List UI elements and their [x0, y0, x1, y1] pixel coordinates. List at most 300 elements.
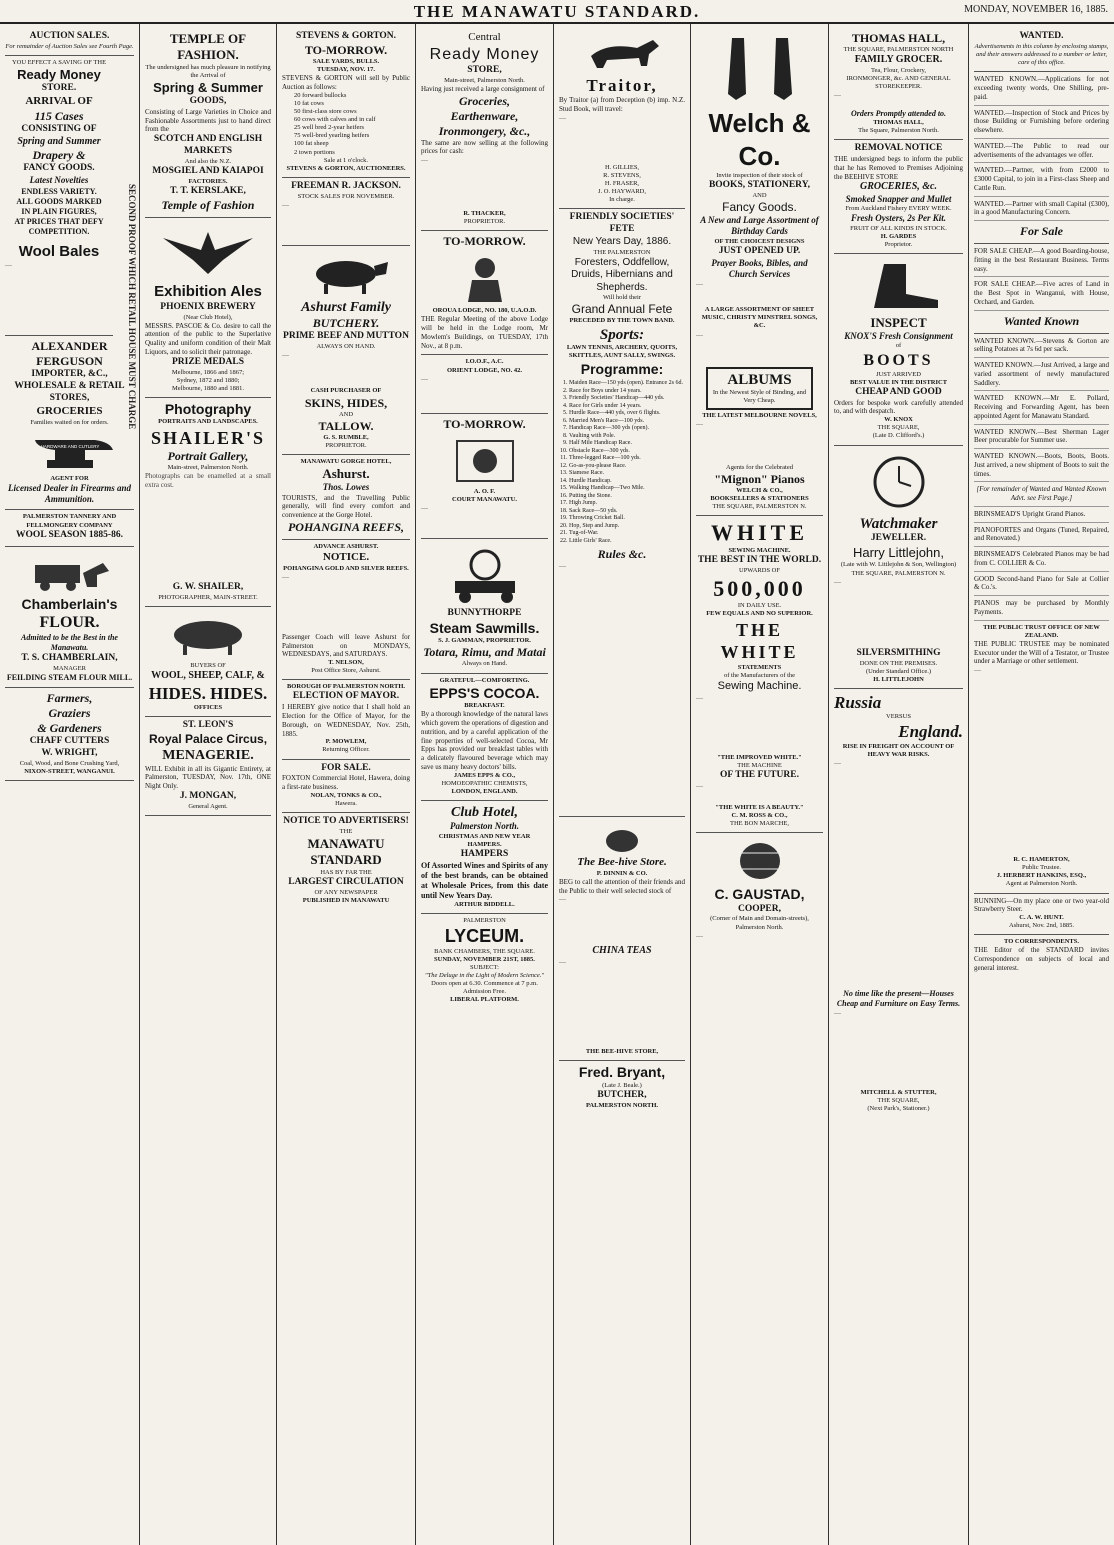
druid-icon — [450, 252, 520, 304]
furniture: No time like the present—Houses Cheap and Furniture on Easy Terms. — [836, 988, 961, 1008]
auction-heading: AUCTION SALES. — [29, 31, 110, 41]
oroua-ad — [421, 231, 548, 355]
largest: LARGEST CIRCULATION — [288, 876, 404, 887]
auctioneers: STEVENS & GORTON, AUCTIONEERS. — [286, 164, 406, 172]
newyears: New Years Day, 1886. — [572, 236, 672, 248]
column-5 — [554, 24, 691, 1545]
columns — [0, 24, 1114, 1545]
gaustad: C. GAUSTAD, — [714, 886, 805, 902]
white-sewing: Sewing Machine. — [717, 679, 802, 692]
stevens: R. STEVENS, — [603, 171, 641, 179]
column-8 — [969, 24, 1114, 1545]
china: CHINA TEAS — [592, 945, 652, 957]
for-sale: FOR SALE. — [321, 762, 371, 773]
column-4 — [416, 24, 554, 1545]
club: Club Hotel, — [451, 804, 518, 820]
always: Always on Hand. — [461, 660, 508, 668]
list-item: WANTED KNOWN.—Applications for not exceeding twenty words, One Shilling, pre-paid. — [974, 72, 1109, 105]
palmerston2: PALMERSTON — [463, 916, 506, 924]
groceries: GROCERIES, &c. — [860, 181, 937, 193]
beehive-icon — [597, 823, 647, 853]
sydney: Sydney, 1872 and 1880; — [176, 376, 240, 384]
club-hotel-ad — [421, 801, 548, 914]
list-item: 3. Friendly Societies' Handicap—440 yds. — [569, 395, 685, 403]
draper-ad: YOU EFFECT A SAVING OF THE Ready Money STORE. ARRIVAL OF 115 Cases CONSISTING OF Spring and Summer Drapery & FANCY GOODS. Latest Novelties ENDLESS VARIETY. ALL GOODS MARKED IN PLAIN FIGURES, AT PRICES THAT DEFY COMPETITION. Wool Bales — — [5, 56, 113, 336]
also: And also the N.Z. — [184, 157, 232, 165]
spring: Spring and Summer — [17, 135, 101, 147]
column-7 — [829, 24, 969, 1545]
saving: YOU EFFECT A SAVING OF THE — [11, 59, 107, 66]
court-ad: TO-MORROW. A. O. F. COURT MANAWATU. — — [421, 414, 548, 539]
subject: SUBJECT: — [470, 963, 499, 971]
list-item: WANTED.—Partner with small Capital (£300), in a good Manufacturing Concern. — [974, 197, 1109, 222]
will: Will hold their — [602, 294, 641, 302]
notice-adv: NOTICE TO ADVERTISERS! — [283, 816, 409, 827]
always: ALWAYS ON HAND. — [316, 343, 376, 351]
fred: Fred. Bryant, — [578, 1064, 666, 1080]
published: PUBLISHED IN MANAWATU — [302, 896, 390, 904]
list-item: 2 town portions — [294, 148, 335, 156]
grateful: GRATEFUL—COMFORTING. — [439, 676, 530, 684]
correspondents: TO CORRESPONDENTS. — [1003, 938, 1079, 946]
knox: KNOX'S Fresh Consignment — [844, 331, 953, 342]
mill: FEILDING STEAM FLOUR MILL. — [6, 673, 133, 682]
tea: Tea, Flour, Crockery, — [871, 66, 926, 74]
tomorrow: TO-MORROW. — [443, 234, 526, 249]
tomorrow2: TO-MORROW. — [443, 416, 526, 431]
by: By Traitor (a) from Deception (b) imp. N.Z. Stud Book, will travel: — [559, 96, 685, 113]
shailer: SHAILER'S — [150, 427, 266, 448]
auction-ad — [5, 28, 134, 56]
list-item: 14. Hurdle Handicap. — [569, 478, 685, 486]
bank: BANK CHAMBERS, THE SQUARE. — [434, 947, 535, 955]
for-sale-heading — [974, 221, 1109, 244]
epps-body: By a thorough knowledge of the natural laws which govern the operations of digestion and nutrition, and by a careful application of the fine properties of well-selected Cocoa, Mr Epps has provided our breakfast tables with a delicately flavoured beverage which may save us many heavy doctors' bills. — [421, 710, 548, 771]
white-machine-ad: WHITE SEWING MACHINE. THE BEST IN THE WORLD. UPWARDS OF 500,000 IN DAILY USE. FEW EQUALS AND NO SUPERIOR. THE WHITE STATEMENTS of the Manufacturers of the Sewing Machine. — "THE IMPROVED WHITE." THE MACHINE OF THE FUTURE. — "THE WHITE IS A BEAUTY." C. M. ROSS & CO., THE BON MARCHE, — [696, 516, 823, 833]
cheap: CHEAP AND GOOD — [855, 386, 942, 397]
arrived: JUST ARRIVED — [876, 370, 921, 378]
list-item: BRINSMEAD'S Celebrated Pianos may be had from C. COLLIER & Co. — [974, 547, 1109, 572]
ready: Ready Money — [429, 45, 540, 63]
inspect: INSPECT — [870, 314, 927, 330]
royal: Royal Palace Circus, — [148, 732, 268, 746]
column-6 — [691, 24, 829, 1545]
nolan: NOLAN, TONKS & CO., — [310, 791, 382, 799]
newspaper-title: THE MANAWATU STANDARD. — [413, 2, 701, 21]
beehive2: THE BEE-HIVE STORE, — [585, 1047, 659, 1055]
bull-icon — [296, 252, 396, 296]
list-item: PIANOS may be purchased by Monthly Payments. — [974, 596, 1109, 621]
returning: Returning Officer. — [322, 746, 370, 754]
boot-icon — [854, 260, 944, 312]
list-item: 18. Sack Race—50 yds. — [569, 508, 685, 516]
london: LONDON, ENGLAND. — [451, 787, 518, 795]
vertical-banner-text: SECOND PROOF WHICH RETAIL HOUSE MUST CHARGE — [127, 184, 137, 430]
stevens-ad — [282, 28, 410, 178]
list-item: FOR SALE CHEAP.—Five acres of Land in the Best Spot in Wanganui, with House, Orchard, and Garden. — [974, 277, 1109, 310]
beauty: "THE WHITE IS A BEAUTY." — [715, 803, 804, 811]
of: of — [895, 342, 902, 350]
manufacturers: of the Manufacturers of the — [723, 671, 796, 679]
scotch: SCOTCH AND ENGLISH MARKETS — [153, 134, 263, 156]
endless: ENDLESS VARIETY. — [21, 186, 97, 196]
friendly: FRIENDLY SOCIETIES' FETE — [569, 212, 675, 235]
column-3 — [277, 24, 416, 1545]
epps: EPPS'S COCOA. — [429, 684, 540, 701]
list-item: 10 fat cows — [294, 99, 324, 107]
buyers: BUYERS OF — [190, 662, 226, 670]
rumble: G. S. RUMBLE, — [323, 433, 369, 441]
rise: RISE IN FREIGHT ON ACCOUNT OF HEAVY WAR RISKS. — [842, 742, 955, 758]
trust-office-ad: THE PUBLIC TRUST OFFICE OF NEW ZEALAND. THE PUBLIC TRUSTEE may be nominated Executor under the Will of a Testator, or Trustee under a Marriage or other settlement. — R. C. HAMERTON, Public Trustee. J. HERBERT HANKINS, ESQ., Agent at Palmerston North. — [974, 621, 1109, 894]
num: 500,000 — [713, 575, 806, 601]
ashurst2: Ashurst. — [322, 466, 370, 481]
election: ELECTION OF MAYOR. — [292, 691, 400, 702]
election-ad — [282, 680, 410, 759]
harry2: H. LITTLEJOHN — [873, 675, 924, 683]
general-agent: General Agent. — [188, 802, 228, 810]
biddell: ARTHUR BIDDELL. — [454, 900, 515, 908]
daily: IN DAILY USE. — [737, 602, 782, 610]
few: FEW EQUALS AND NO SUPERIOR. — [706, 610, 813, 618]
chamberlain: Chamberlain's — [21, 595, 118, 612]
ales-ad — [145, 218, 271, 398]
skins: SKINS, HIDES, — [304, 395, 388, 410]
gamman: S. J. GAMMAN, PROPRIETOR. — [438, 637, 531, 645]
james: JAMES EPPS & CO., — [453, 771, 516, 779]
statements: STATEMENTS — [737, 663, 782, 671]
proprietor: PROPRIETOR. — [325, 441, 367, 449]
invite: Invite inspection of their stock of — [716, 172, 803, 179]
smoked: Smoked Snapper and Mullet — [845, 193, 952, 204]
cooper: COOPER, — [737, 903, 781, 914]
arrival: ARRIVAL OF — [25, 95, 93, 108]
wholesale: WHOLESALE & RETAIL — [14, 381, 125, 392]
running-ad — [974, 894, 1109, 936]
hereby: I HEREBY give notice that I shall hold an Election for the Office of Mayor, for the Borough, on WEDNESDAY, Nov. 25th, 1885. — [282, 703, 410, 738]
knox2: W. KNOX — [884, 416, 913, 424]
proprietor: Proprietor. — [884, 240, 913, 248]
list-item: WANTED.—Partner, with from £2000 to £3000 Capital, to join in a First-class Sheep and Cattle Run. — [974, 163, 1109, 196]
anvil-icon — [25, 430, 115, 472]
prize: PRIZE MEDALS — [171, 356, 245, 367]
beehive: The Bee-hive Store. — [577, 856, 667, 868]
exhibition-ales: Exhibition Ales — [154, 282, 262, 300]
ironmongery: Ironmongery, &c., — [438, 123, 531, 138]
lyceum-ad — [421, 914, 548, 1009]
albums: ALBUMS — [727, 371, 792, 388]
instructions: STEVENS & GORTON will sell by Public Auction as follows: — [282, 74, 410, 91]
spring-summer: Spring & Summer — [153, 79, 263, 95]
freeman: FREEMAN R. JACKSON. — [291, 180, 401, 191]
pohangina2: POHANGINA GOLD AND SILVER REEFS. — [283, 564, 409, 572]
orient-ad: I.O.O.F., A.C. ORIENT LODGE, NO. 42. — — [421, 355, 548, 413]
booksellers: BOOKSELLERS & STATIONERS — [710, 494, 809, 502]
list-item: 25 well bred 2-year heifers — [294, 124, 365, 132]
programme-list — [569, 380, 685, 545]
st-leons: ST. LEON'S — [182, 720, 234, 731]
gaustad-ad: C. GAUSTAD, COOPER, (Corner of Main and Domain-streets), Palmerston North. — — [696, 833, 823, 1056]
foxton: FOXTON Commercial Hotel, Hawera, doing a first-rate business. — [282, 774, 410, 792]
vertical-banner — [117, 184, 135, 724]
phoenix2: (Near Club Hotel), — [183, 313, 233, 321]
clock-icon — [859, 452, 939, 512]
christmas: CHRISTMAS AND NEW YEAR HAMPERS. — [438, 832, 531, 848]
bryant-ad — [559, 1061, 685, 1114]
butcher: BUTCHER, — [597, 1089, 647, 1100]
beg: BEG to call the attention of their friends and the Public to their well selected stock of — [559, 877, 685, 895]
list-item: 20. Hop, Step and Jump. — [569, 523, 685, 531]
thos: Thos. Lowes — [322, 482, 370, 493]
groceries: GROCERIES — [36, 404, 103, 417]
svg-text:HARDWARE AND CUTLERY: HARDWARE AND CUTLERY — [40, 443, 99, 449]
temple-ad — [145, 28, 271, 218]
portrait-gallery: Portrait Gallery, — [167, 449, 249, 463]
photography: Photography — [164, 400, 252, 417]
welch-ad: Welch & Co. Invite inspection of their stock of BOOKS, STATIONERY, AND Fancy Goods. A New and Large Assortment of Birthday Cards OF THE CHOICEST DESIGNS JUST OPENED UP. Prayer Books, Bibles, and Church Services — A LARGE ASSORTMENT OF SHEET MUSIC, CHRISTY MINSTREL SONGS, &C. — ALBUMS In the Newest Style of Binding, and Very Cheap. THE LATEST MELBOURNE NOVELS, — Agents for the Celebrated "Mignon" Pianos WELCH & CO., BOOKSELLERS & STATIONERS THE SQUARE, PALMERSTON N. — [696, 28, 823, 516]
bespoke: Orders for bespoke work carefully attended to, and with despatch. — [834, 398, 963, 416]
station: (Under Standard Office.) — [865, 667, 932, 675]
hayward: J. O. HAYWARD, — [598, 188, 646, 196]
opened: JUST OPENED UP. — [718, 245, 801, 256]
circus-ad — [145, 717, 271, 816]
central-store-ad: Central Ready Money STORE, Main-street, Palmerston North. Having just received a large consignment of Groceries, Earthenware, Ironmongery, &c., The same are now selling at the following prices for cash: — R. THACKER, PROPRIETOR. — [421, 28, 548, 231]
albums-box — [706, 367, 813, 410]
tallow: TALLOW. — [318, 418, 374, 433]
temple2: Temple of Fashion — [161, 197, 255, 212]
auckland: From Auckland Fishery EVERY WEEK. — [845, 205, 952, 213]
cash: CASH PURCHASER OF — [310, 387, 382, 395]
corner: (Corner of Main and Domain-streets), Palmerston North. — [710, 915, 809, 931]
wanted-section — [974, 28, 1109, 72]
wool-season: WOOL SEASON 1885-86. — [16, 529, 123, 540]
for-sale: For Sale — [1019, 224, 1063, 238]
list-item: 15. Walking Handicap—Two Mile. — [569, 485, 685, 493]
mongan: J. MONGAN, — [179, 790, 237, 801]
tourists: TOURISTS, and the Travelling Public generally, will find every comfort and convenience at the Gorge Hotel. — [282, 493, 410, 519]
hands-icon — [710, 34, 810, 104]
lyceum: LYCEUM. — [444, 926, 525, 946]
agent: Agent at Palmerston North. — [1005, 880, 1078, 888]
melbourne: Melbourne, 1866 and 1867; — [171, 368, 245, 376]
beehive-ad: The Bee-hive Store. P. DINNIN & CO. BEG to call the attention of their friends and the Public to their well selected stock of — CHINA TEAS — THE BEE-HIVE STORE, — [559, 817, 685, 1061]
wanted: WANTED. — [1019, 31, 1064, 41]
foresters: Foresters, Oddfellow, Druids, Hibernians and Shepherds. — [571, 256, 673, 293]
improved: "THE IMPROVED WHITE." — [717, 753, 802, 761]
list-item: 10. Obstacle Race—300 yds. — [569, 448, 685, 456]
nixon: NIXON-STREET, WANGANUI. — [24, 767, 115, 775]
post: Post Office Store, Ashurst. — [311, 667, 381, 675]
licensed: Licensed Dealer in Firearms and Ammunition. — [8, 482, 131, 505]
removal: REMOVAL NOTICE — [854, 143, 943, 154]
manager: MANAGER — [53, 664, 86, 672]
oysters: Fresh Oysters, 2s Per Kit. — [850, 213, 946, 224]
upwards: UPWARDS OF — [739, 566, 780, 574]
hall: THOMAS HALL, — [873, 119, 924, 126]
photographer: PHOTOGRAPHER, MAIN-STREET. — [158, 594, 258, 601]
tannery: PALMERSTON TANNERY AND FELLMONGERY COMPANY — [22, 513, 117, 529]
list-item: 4. Race for Girls under 14 years. — [569, 403, 685, 411]
littlejohn-ad: Watchmaker JEWELLER. Harry Littlejohn, (Late with W. Littlejohn & Son, Wellington) THE SQUARE, PALMERSTON N. — SILVERSMITHING DONE ON THE PREMISES. (Under Standard Office.) H. LITTLEJOHN — [834, 446, 963, 689]
barrel-icon — [720, 839, 800, 883]
farmers: Farmers, — [46, 691, 93, 705]
court: COURT MANAWATU. — [452, 495, 517, 503]
watchmaker: Watchmaker — [859, 515, 938, 532]
stock-sales: STOCK SALES FOR NOVEMBER. — [297, 192, 395, 200]
jeweller: JEWELLER. — [870, 533, 927, 544]
graziers: Graziers — [48, 706, 91, 720]
next: (Next Park's, Stationer.) — [867, 1105, 930, 1112]
list-item: 9. Half Mile Handicap Race. — [569, 440, 685, 448]
knox-square: THE SQUARE, — [877, 424, 920, 432]
mignon: "Mignon" Pianos — [714, 471, 805, 486]
thacker: R. THACKER, — [463, 210, 506, 217]
consisting: CONSISTING OF — [21, 124, 97, 134]
main: Main-street, Palmerston North. — [444, 76, 525, 84]
importer: IMPORTER, &C., — [31, 369, 108, 380]
flour-ad — [5, 547, 134, 689]
machine: THE MACHINE — [737, 761, 782, 769]
hunt: C. A. W. HUNT. — [1019, 914, 1064, 921]
charge: In charge. — [609, 196, 635, 204]
orient: ORIENT LODGE, NO. 42. — [446, 366, 522, 374]
tomorrow: TO-MORROW. — [304, 42, 388, 57]
list-item: 100 fat sheep — [294, 140, 329, 148]
thomas-hall-ad: THOMAS HALL, THE SQUARE, PALMERSTON NORTH FAMILY GROCER. Tea, Flour, Crockery, IRONMONGER, &c. AND GENERAL STOREKEEPER. — Orders Promptly attended to. THOMAS HALL, The Square, Palmerston North. — [834, 28, 963, 140]
auction-note: For remainder of Auction Sales see Fourth Page. — [5, 42, 134, 50]
chamberlain-name: T. S. CHAMBERLAIN, — [21, 653, 118, 663]
pohangina: POHANGINA REEFS, — [287, 519, 405, 534]
iogf: I.O.O.F., A.C. — [465, 358, 504, 366]
tannery-ad — [5, 510, 134, 546]
list-item: 1. Maiden Race—150 yds (open). Entrance 2s 6d. — [569, 380, 685, 388]
date: TUESDAY, NOV. 17. — [316, 66, 376, 73]
deluge: "The Deluge in the Light of Modern Science." — [424, 971, 545, 979]
list-item: WANTED KNOWN.—Stevens & Gorton are selling Potatoes at 7s 6d per sack. — [974, 334, 1109, 359]
list-item: WANTED.—Inspection of Stock and Prices by those Building or Furnishing before ordering elsewhere. — [974, 106, 1109, 139]
list-item: WANTED KNOWN.—Best Sherman Lager Beer procurable for Summer use. — [974, 425, 1109, 450]
sports: Sports: — [599, 326, 645, 343]
freeman-ad: FREEMAN R. JACKSON. STOCK SALES FOR NOVEMBER. — — [282, 178, 410, 246]
fancy: FANCY GOODS. — [23, 163, 95, 174]
list-item: 7. Handicap Race—300 yds (open). — [569, 425, 685, 433]
prime: PRIME BEEF AND MUTTON — [283, 331, 409, 342]
will-exhibit: WILL Exhibit in all its Gigantic Entirety, at Palmerston, TUESDAY, Nov. 17th, ONE Night Only. — [145, 764, 271, 790]
fellmongery-ad — [145, 607, 271, 717]
breakfast: BREAKFAST. — [464, 702, 505, 710]
totara: Totara, Rimu, and Matai — [423, 645, 546, 660]
epps-ad — [421, 674, 548, 801]
families: Families waited on for orders. — [30, 418, 109, 426]
mosgiel: MOSGIEL AND KAIAPOI — [152, 166, 264, 176]
birthday: A New and Large Assortment of Birthday Cards — [700, 215, 819, 237]
late: (Late with W. Littlejohn & Son, Wellington) — [840, 561, 957, 569]
knox-ad — [834, 254, 963, 446]
list-item: 20 forward bullocks — [294, 91, 347, 99]
wool-bales: Wool Bales — [18, 242, 100, 260]
square: THE SQUARE, PALMERSTON N. — [712, 503, 807, 510]
horse-wagon-icon — [25, 553, 115, 593]
stevens: STEVENS & GORTON. — [295, 31, 397, 41]
correspondents-ad — [974, 935, 1109, 976]
fraser: H. FRASER, — [604, 180, 640, 187]
silversmithing: SILVERSMITHING — [856, 647, 941, 658]
agent: AGENT FOR — [50, 474, 89, 482]
mitchell: MITCHELL & STUTTER, — [860, 1088, 937, 1096]
wool-sheep: WOOL, SHEEP, CALF, & — [151, 670, 265, 682]
list-item: PIANOFORTES and Organs (Tuned, Repaired, and Renovated.) — [974, 523, 1109, 548]
marche: THE BON MARCHE, — [729, 819, 790, 827]
corr-body: THE Editor of the STANDARD invites Correspondence on subjects of local and general interest. — [974, 946, 1109, 972]
russia: Russia — [834, 692, 882, 712]
menagerie: MENAGERIE. — [162, 748, 254, 763]
rules: Rules &c. — [597, 547, 647, 561]
cases: 115 Cases — [34, 109, 84, 123]
ashurst: Ashurst Family — [301, 299, 391, 315]
liberal: LIBERAL PLATFORM. — [450, 996, 519, 1004]
harry-square: THE SQUARE, PALMERSTON N. — [851, 569, 946, 577]
list-item: 22. Little Girls' Race. — [569, 538, 685, 546]
hides: HIDES. HIDES. — [148, 683, 268, 703]
list-item: WANTED KNOWN.—Mr E. Pollard, Receiving and Forwarding Agent, has been appointed Agent for Manawatu Standard. — [974, 391, 1109, 424]
hampers: HAMPERS — [460, 848, 509, 859]
butchery: BUTCHERY. — [312, 316, 380, 331]
coach: Passenger Coach will leave Ashurst for Palmerston on MONDAYS, WEDNESDAYS, and SATURDAYS. — [282, 632, 410, 659]
doors: Doors open at 6.30. Commence at 7 p.m. — [431, 980, 538, 987]
ready-money: Ready Money — [17, 67, 101, 83]
list-item: 6. Married Men's Race—100 yds. — [569, 418, 685, 426]
chaff: CHAFF CUTTERS — [29, 736, 110, 746]
sawmill-ad — [421, 539, 548, 674]
prices: AT PRICES THAT DEFY COMPETITION. — [14, 216, 104, 236]
has: HAS BY FAR THE — [320, 868, 372, 876]
list-item: 11. Three-legged Race—100 yds. — [569, 455, 685, 463]
family: FAMILY GROCER. — [854, 54, 943, 66]
welch: Welch & Co. — [708, 108, 811, 171]
gardes: H. GARDES — [880, 232, 917, 240]
books: BOOKS, STATIONERY, — [708, 180, 811, 191]
proprietor: PROPRIETOR. — [463, 218, 506, 226]
list-item: WANTED KNOWN.—Boots, Boots, Boots. Just arrived, a new shipment of Boots to suit the times. — [974, 449, 1109, 482]
list-item: 75 well-bred yearling heifers — [294, 132, 370, 140]
traitor: Traitor, — [586, 76, 658, 95]
iron: IRONMONGER, &c. AND GENERAL STOREKEEPER. — [846, 74, 951, 90]
dinnin: P. DINNIN & CO. — [596, 869, 648, 877]
drapery: Drapery & — [32, 148, 86, 163]
borough: BOROUGH OF PALMERSTON NORTH. — [286, 683, 406, 691]
list-item: 5. Hurdle Race—440 yds, over 6 flights. — [569, 410, 685, 418]
list-item: 12. Go-as-you-please Race. — [569, 463, 685, 471]
traitor-ad: Traitor, By Traitor (a) from Deception (b) imp. N.Z. Stud Book, will travel: — H. GILLIES, R. STEVENS, H. FRASER, J. O. HAYWARD, In charge. — [559, 28, 685, 209]
admission: Admission Free. — [463, 988, 506, 996]
list-item: 21. Tug-of-War. — [569, 530, 685, 538]
goods: GOODS, — [189, 96, 227, 106]
fete-ad: FRIENDLY SOCIETIES' FETE New Years Day, 1886. THE PALMERSTON Foresters, Oddfellow, Druids, Hibernians and Shepherds. Will hold their Grand Annual Fete PRECEDED BY THE TOWN BAND. Sports: LAWN TENNIS, ARCHERY, QUOITS, SKITTLES, AUNT SALLY, SWINGS. Programme: 1. Maiden Race—150 yds (open). Entrance 2s 6d. 2. Race for Boys under 14 years. 3. Friendly Societies' Handicap—440 yds. 4. Race for Girls under 14 years. 5. Hurdle Race—440 yds, over 6 flights. 6. Married Men's Race—100 yds. 7. Handicap Race—300 yds (open). 8. Vaulting with Pole. 9. Half Mile Handicap Race. 10. Obstacle Race—300 yds. 11. Three-legged Race—100 yds. 12. Go-as-you-please Race. 13. Siamese Race. 14. Hurdle Handicap. 15. Walking Handicap—Two Mile. 16. Putting the Stone. 17. High Jump. 18. Sack Race—50 yds. 19. Throwing Cricket Ball. 20. Hop, Step and Jump. 21. Tug-of-War. 22. Little Girls' Race. Rules &c. — — [559, 209, 685, 817]
any: OF ANY NEWSPAPER — [314, 888, 378, 896]
russia-ad: Russia VERSUS England. RISE IN FREIGHT ON ACCOUNT OF HEAVY WAR RISKS. — No time like the present—Houses Cheap and Furniture on Easy Terms. — MITCHELL & STUTTER, THE SQUARE, (Next Park's, Stationer.) — [834, 692, 963, 1112]
coal: Coal, Wood, and Bone Crushing Yard, — [19, 759, 120, 767]
store: STORE, — [467, 64, 502, 75]
factories: FACTORIES. — [188, 177, 228, 185]
england: England. — [898, 722, 963, 742]
trustee-body: THE PUBLIC TRUSTEE may be nominated Executor under the Will of a Testator, or Trustee under a Marriage or other settlement. — [974, 639, 1109, 666]
list-item: 50 first-class store cows — [294, 107, 357, 115]
preceded: PRECEDED BY THE TOWN BAND. — [569, 317, 675, 325]
homoeopathic: HOMOEOPATHIC CHEMISTS, — [441, 779, 528, 787]
marked: ALL GOODS MARKED — [16, 196, 102, 206]
list-item: 60 cows with calves and in calf — [294, 116, 376, 123]
best: THE BEST IN THE WORLD. — [697, 554, 822, 565]
